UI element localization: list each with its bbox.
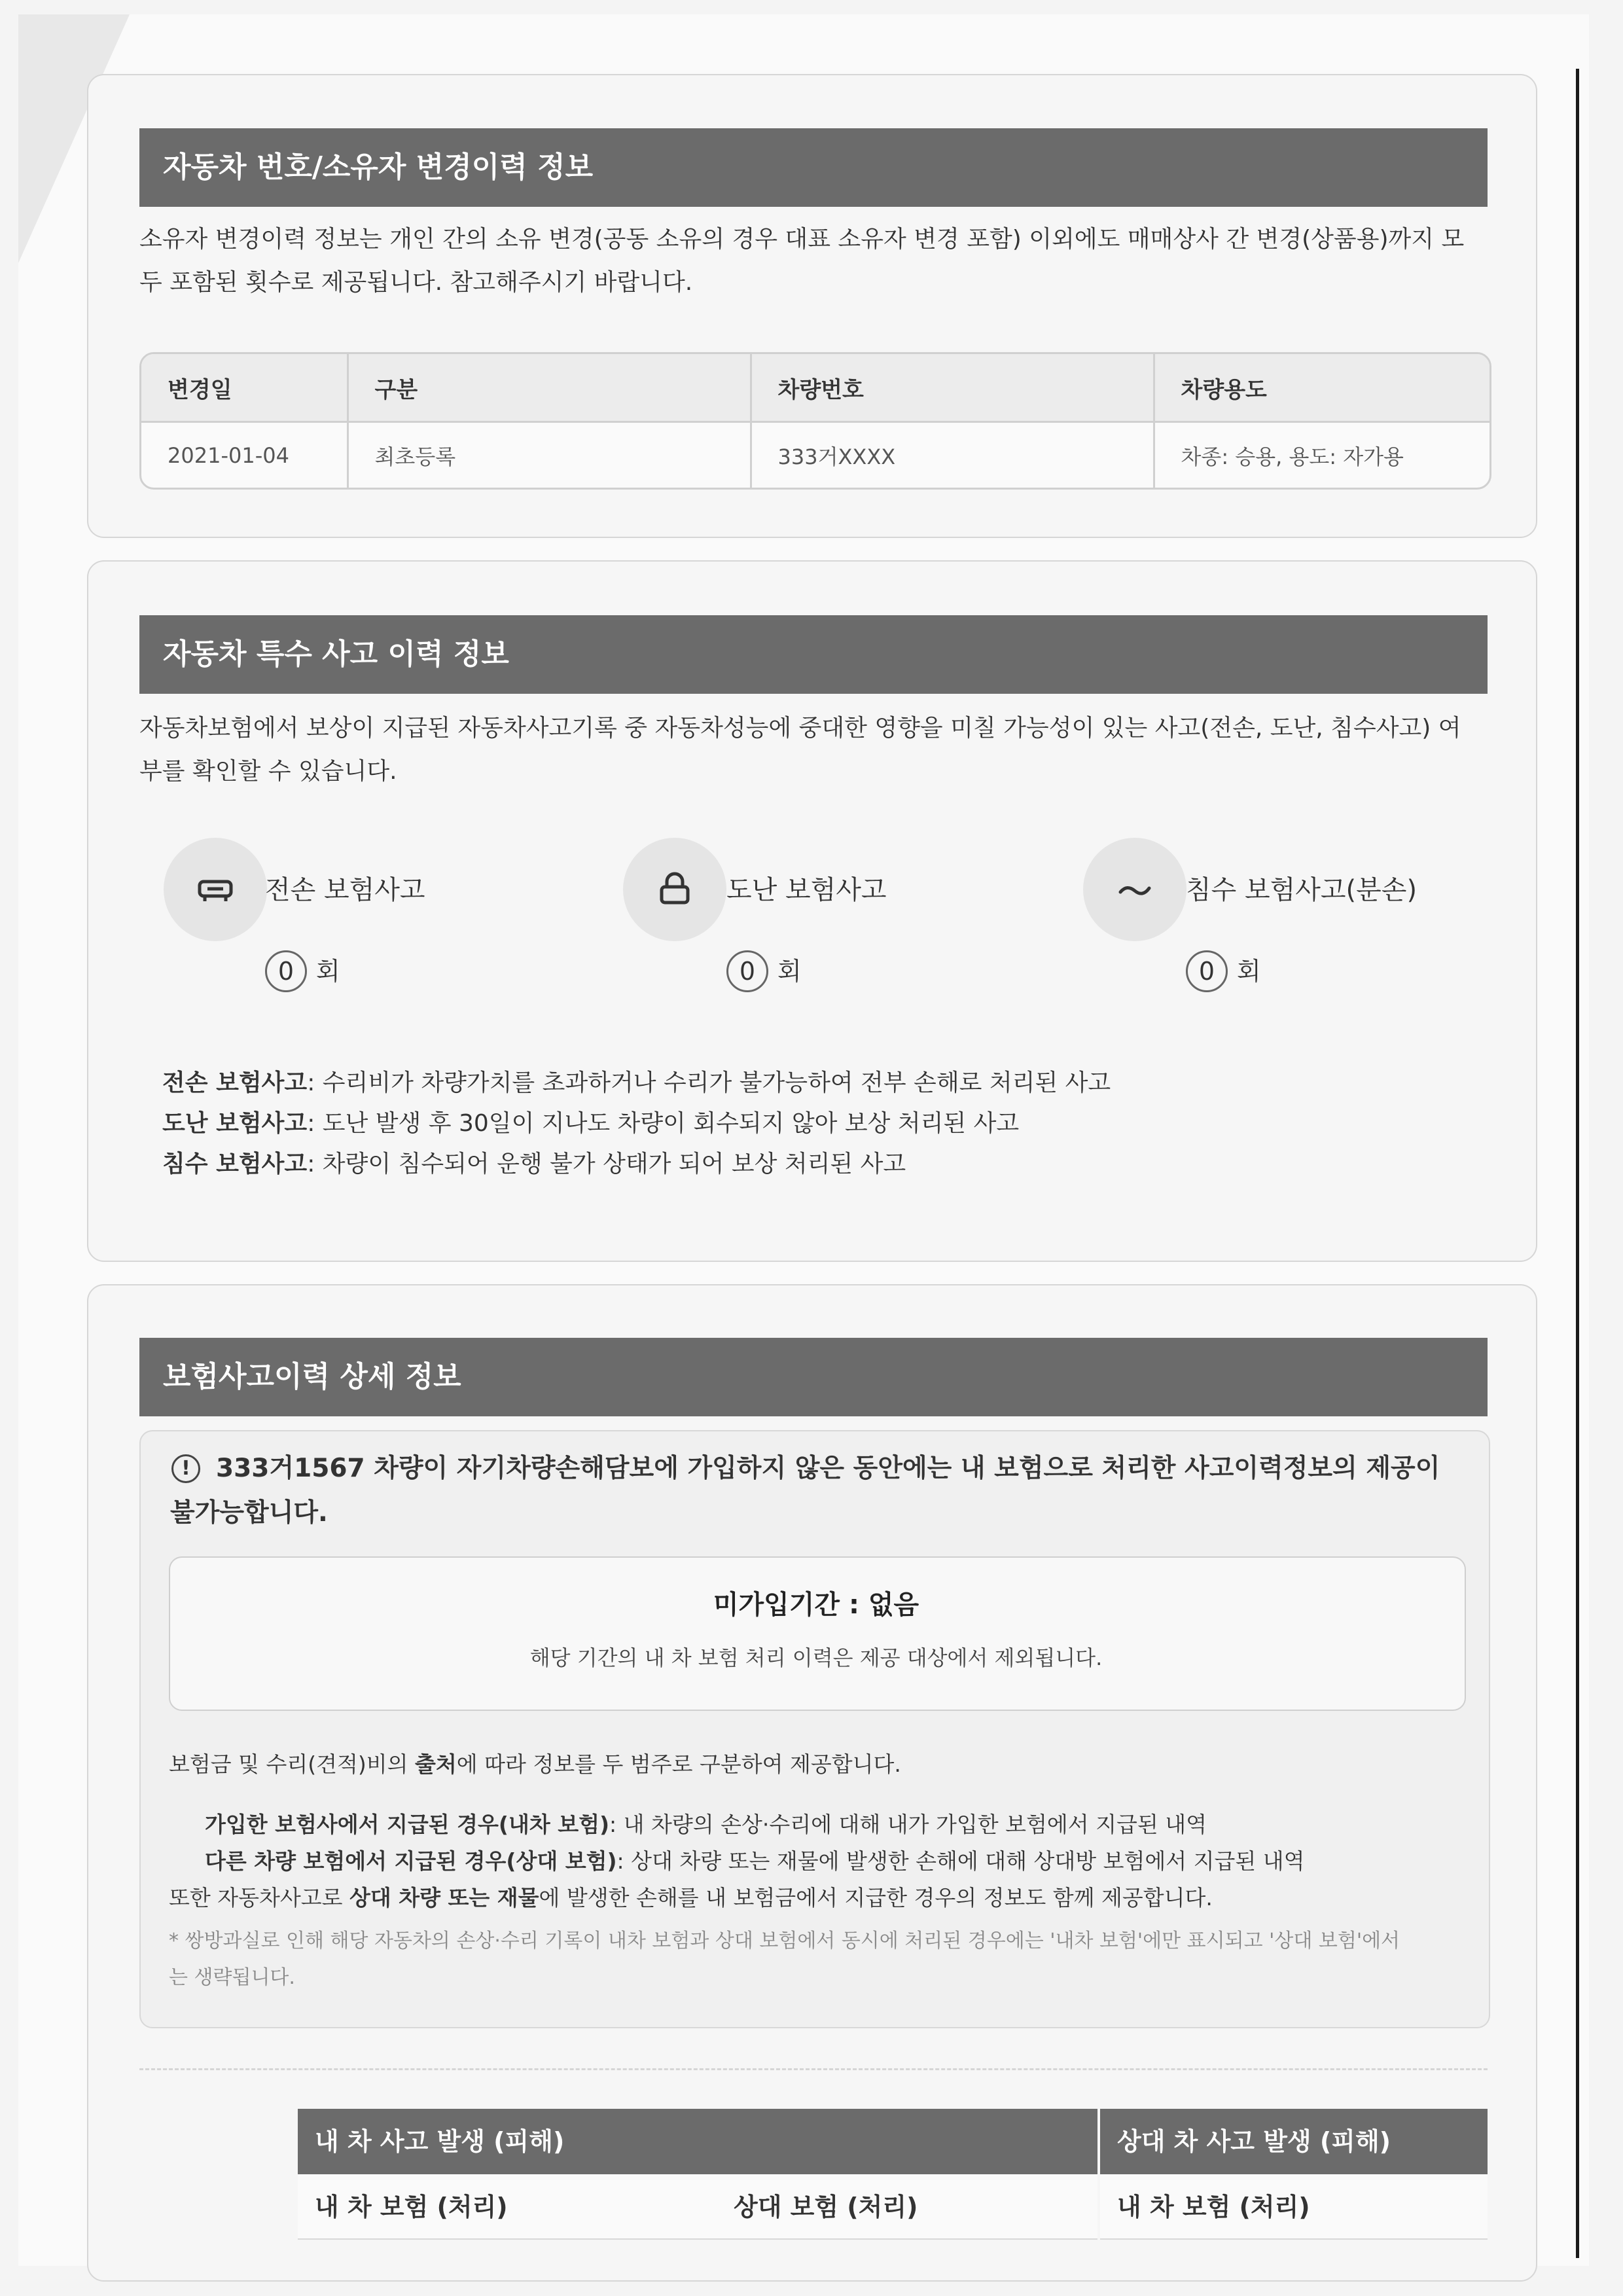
theft-count-value: 0: [726, 950, 768, 992]
section-title-insurance-detail: 보험사고이력 상세 정보: [139, 1338, 1488, 1416]
category-other-insurance-term: 다른 차량 보험에서 지급된 경우(상대 보험): [205, 1848, 617, 1874]
source-explanation: [169, 1746, 901, 1783]
total-loss-count-value: 0: [265, 950, 307, 992]
footnote-line1: * 쌍방과실로 인해 해당 자동차의 손상·수리 기록이 내차 보험과 상대 보험에서 동시에 처리된 경우에는 '내차 보험'에만 표시되고 '상대 보험'에서: [169, 1929, 1400, 1952]
uninsured-period-title: 미가입기간 : 없음: [713, 1590, 919, 1620]
total-loss-icon-circle: [164, 838, 267, 941]
special-accident-description-line2: 부를 확인할 수 있습니다.: [139, 758, 397, 785]
uninsured-period-note: 해당 기간의 내 차 보험 처리 이력은 제공 대상에서 제외됩니다.: [529, 1645, 1103, 1670]
ownership-description-line1: 소유자 변경이력 정보는 개인 간의 소유 변경(공동 소유의 경우 대표 소유자 변경 포함) 이외에도 매매상사 간 변경(상품용)까지 모: [139, 226, 1465, 253]
definition-term: 전손 보험사고: [162, 1069, 308, 1096]
car-front-icon: [194, 869, 236, 910]
definition-term: 침수 보험사고: [162, 1151, 308, 1177]
header-vehicle-use: 차량용도: [1154, 354, 1489, 422]
source-text-pre: 보험금 및 수리(견적)비의: [169, 1751, 415, 1777]
header-change-date: 변경일: [141, 354, 348, 422]
notice-message-line1: 333거1567 차량이 자기차량손해담보에 가입하지 않은 동안에는 내 보험으로 처리한 사고이력정보의 제공이: [216, 1454, 1440, 1483]
subheader-other-insurance: 상대 보험 (처리): [717, 2174, 1097, 2240]
dashed-divider: [139, 2068, 1488, 2070]
flood-count-value: 0: [1186, 950, 1228, 992]
category-other-insurance-text: : 상대 차량 또는 재물에 발생한 손해에 대해 상대방 보험에서 지급된 내역: [616, 1848, 1305, 1874]
lock-icon: [654, 869, 696, 910]
flood-label: 침수 보험사고(분손): [1186, 875, 1418, 905]
additional-info-bold: 상대 차량 또는 재물: [349, 1885, 539, 1910]
definition-theft: [162, 1103, 1019, 1144]
category-own-insurance: [205, 1806, 1207, 1843]
ownership-description: [139, 218, 1488, 304]
flood-count: [1186, 950, 1261, 992]
table-row: [141, 422, 1489, 488]
additional-info: [169, 1880, 1213, 1916]
info-circle-icon: !: [171, 1454, 200, 1483]
total-loss-count-unit: 회: [316, 957, 340, 986]
footnote: [169, 1923, 1471, 1996]
additional-info-post: 에 발생한 손해를 내 보험금에서 지급한 경우의 정보도 함께 제공합니다.: [539, 1885, 1213, 1910]
ownership-description-line2: 두 포함된 횟수로 제공됩니다. 참고해주시기 바랍니다.: [139, 269, 693, 296]
source-text-bold: 출처: [415, 1751, 457, 1777]
subheader-my-insurance-other-accident: 내 차 보험 (처리): [1100, 2174, 1488, 2240]
definition-text: : 차량이 침수되어 운행 불가 상태가 되어 보상 처리된 사고: [307, 1151, 906, 1177]
source-text-post: 에 따라 정보를 두 범주로 구분하여 제공합니다.: [456, 1751, 901, 1777]
theft-icon-circle: [623, 838, 726, 941]
uninsured-period-box: [169, 1556, 1466, 1711]
header-other-car-accident: 상대 차 사고 발생 (피해): [1100, 2109, 1488, 2174]
special-accident-description: [139, 707, 1488, 793]
definition-term: 도난 보험사고: [162, 1110, 308, 1137]
flood-icon-circle: [1083, 838, 1186, 941]
category-other-insurance: [205, 1843, 1305, 1880]
definition-flood: [162, 1144, 906, 1185]
additional-info-pre: 또한 자동차사고로: [169, 1885, 350, 1910]
cell-category: 최초등록: [348, 422, 751, 488]
total-loss-count: [265, 950, 340, 992]
ownership-history-table: [139, 352, 1491, 490]
special-accident-description-line1: 자동차보험에서 보상이 지급된 자동차사고기록 중 자동차성능에 중대한 영향을 미칠 가능성이 있는 사고(전손, 도난, 침수사고) 여: [139, 715, 1461, 742]
header-category: 구분: [348, 354, 751, 422]
notice-message-line2: 불가능합니다.: [170, 1498, 328, 1528]
theft-count: [726, 950, 802, 992]
total-loss-label: 전손 보험사고: [265, 875, 425, 905]
theft-label: 도난 보험사고: [726, 875, 887, 905]
water-wave-icon: [1114, 869, 1156, 910]
footnote-line2: 는 생략됩니다.: [169, 1966, 295, 1989]
theft-count-unit: 회: [777, 957, 802, 986]
header-my-car-accident: 내 차 사고 발생 (피해): [298, 2109, 1097, 2174]
notice-message: [170, 1446, 1472, 1535]
category-own-insurance-text: : 내 차량의 손상·수리에 대해 내가 가입한 보험에서 지급된 내역: [609, 1812, 1207, 1837]
category-own-insurance-term: 가입한 보험사에서 지급된 경우(내차 보험): [205, 1812, 610, 1837]
definition-text: : 수리비가 차량가치를 초과하거나 수리가 불가능하여 전부 손해로 처리된 사고: [307, 1069, 1111, 1096]
cell-change-date: 2021-01-04: [141, 422, 348, 488]
section-title-special-accident: 자동차 특수 사고 이력 정보: [139, 615, 1488, 694]
cell-vehicle-use: 차종: 승용, 용도: 자가용: [1181, 444, 1404, 469]
section-title-ownership: 자동차 번호/소유자 변경이력 정보: [139, 128, 1488, 207]
cell-plate-number: 333거XXXX: [751, 422, 1154, 488]
definition-text: : 도난 발생 후 30일이 지나도 차량이 회수되지 않아 보상 처리된 사고: [307, 1110, 1020, 1137]
subheader-my-insurance: 내 차 보험 (처리): [298, 2174, 717, 2240]
flood-count-unit: 회: [1237, 957, 1261, 986]
table-header-row: [141, 354, 1489, 422]
right-border-line: [1576, 69, 1579, 2258]
header-plate-number: 차량번호: [751, 354, 1154, 422]
definition-total-loss: [162, 1063, 1111, 1103]
